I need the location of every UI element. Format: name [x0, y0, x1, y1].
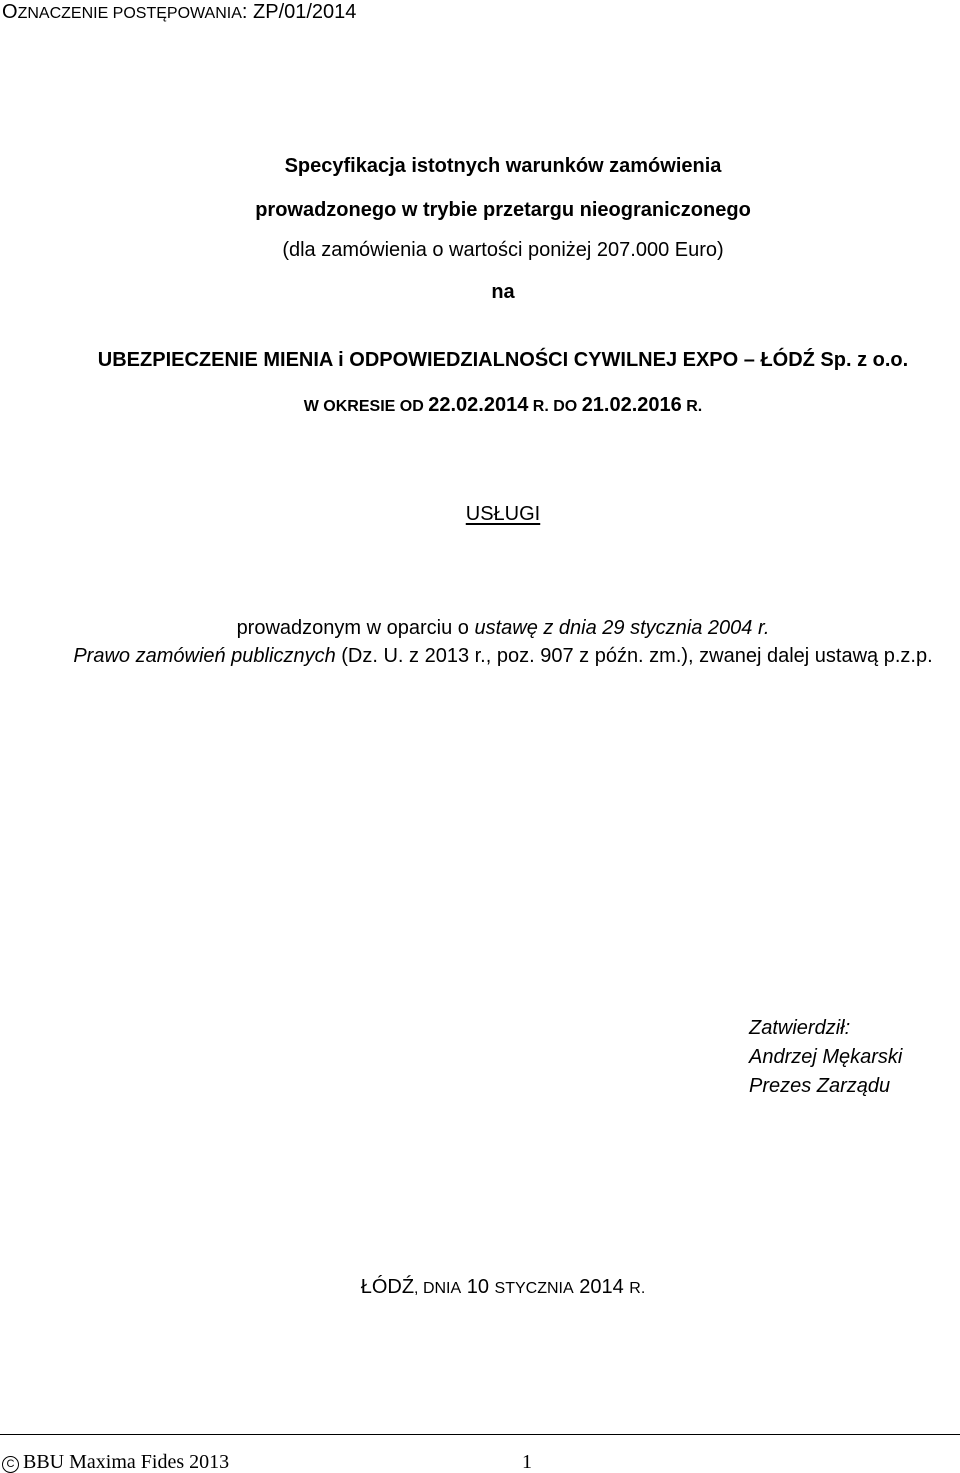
copyright-icon: C [2, 1456, 19, 1473]
date-dnia-label: , DNIA [414, 1280, 462, 1297]
legal-basis-line-2 [0, 646, 960, 666]
legal-basis-intro: prowadzonym w oparciu o [236, 617, 475, 639]
header-label: ZNACZENIE POSTĘPOWANIA [17, 5, 242, 22]
period-to-label: DO [553, 398, 578, 415]
signatory-role: Prezes Zarządu [749, 1075, 891, 1097]
footer-company: BBU Maxima Fides 2013 [23, 1451, 230, 1473]
signatory-name: Andrzej Mękarski [749, 1046, 903, 1068]
legal-basis-citation: (Dz. U. z 2013 r., poz. 907 z późn. zm.), zwanej dalej ustawą p.z.p. [335, 645, 933, 667]
legal-basis-act-title: Prawo zamówień publicznych [73, 645, 336, 667]
page-number: 1 [522, 1451, 532, 1473]
period-date-from: 22.02.2014 [428, 394, 529, 416]
period-date-to: 21.02.2016 [581, 394, 682, 416]
header-reference-number: ZP/01/2014 [253, 1, 357, 23]
place-and-date [0, 1277, 960, 1297]
legal-basis-act: ustawę z dnia 29 stycznia 2004 r. [474, 617, 770, 639]
service-type: USŁUGI [465, 503, 541, 525]
title-line-2: prowadzonego w trybie przetargu nieograniczonego [255, 199, 751, 221]
procedure-reference [2, 2, 356, 22]
place-city: ŁÓDŹ [360, 1276, 415, 1298]
title-line-4: na [491, 281, 515, 303]
date-r: R. [629, 1280, 646, 1297]
date-day: 10 [466, 1276, 489, 1298]
footer-copyright [2, 1452, 229, 1473]
header-initial: O [2, 1, 18, 23]
legal-basis-line-1 [0, 618, 960, 638]
date-month: STYCZNIA [494, 1280, 574, 1297]
period-r-1: R. [532, 398, 549, 415]
footer-divider [0, 1434, 960, 1435]
approved-by-label: Zatwierdził: [749, 1017, 851, 1039]
title-line-3: (dla zamówienia o wartości poniżej 207.000 Euro) [282, 239, 724, 261]
date-year: 2014 [579, 1276, 624, 1298]
period-r-2: R. [686, 398, 703, 415]
period-from-label: W OKRESIE OD [303, 398, 424, 415]
header-colon: : [241, 1, 254, 23]
contract-subject: UBEZPIECZENIE MIENIA i ODPOWIEDZIALNOŚCI CYWILNEJ EXPO – ŁÓDŹ Sp. z o.o. [97, 349, 909, 371]
title-line-1: Specyfikacja istotnych warunków zamówienia [284, 155, 722, 177]
contract-period [0, 395, 960, 415]
